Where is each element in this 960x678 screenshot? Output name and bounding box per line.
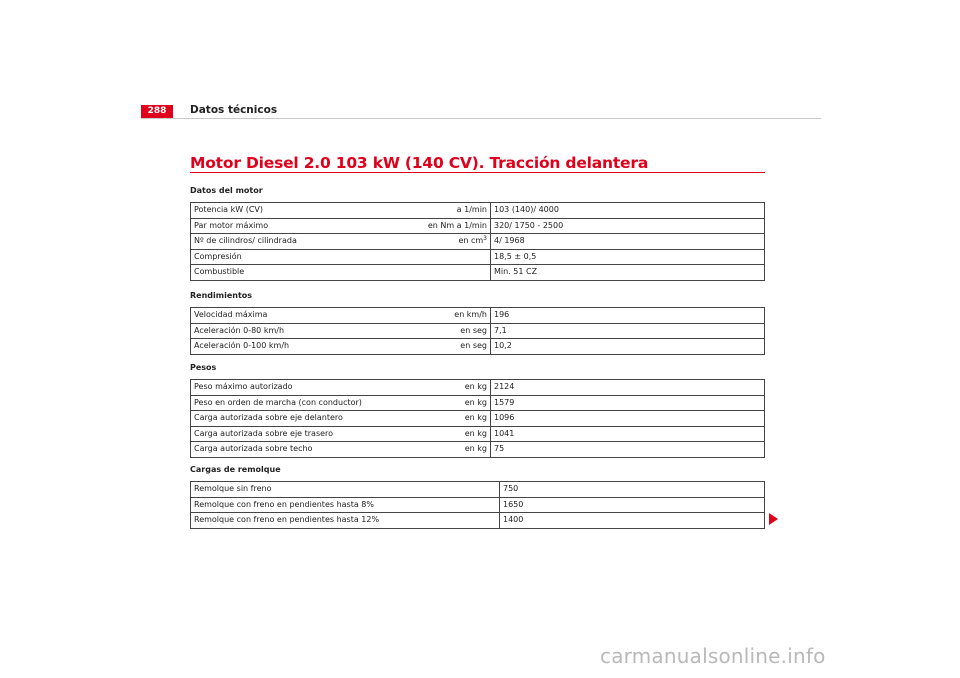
row-value: 1650: [500, 497, 765, 513]
row-label: Aceleración 0-80 km/h: [191, 323, 405, 339]
row-value: 750: [500, 482, 765, 498]
row-value: 10,2: [491, 339, 765, 355]
unit-superscript: 3: [483, 235, 487, 242]
row-label: Velocidad máxima: [191, 308, 405, 324]
engine-table: [190, 202, 765, 281]
row-label: Remolque con freno en pendientes hasta 8%: [191, 497, 500, 513]
row-value: 1579: [491, 395, 765, 411]
row-label: Nº de cilindros/ cilindrada: [191, 234, 405, 250]
row-label: Carga autorizada sobre eje trasero: [191, 426, 405, 442]
row-label: Par motor máximo: [191, 218, 405, 234]
table-row: [191, 308, 765, 324]
header-rule: [141, 118, 821, 119]
table-row: [191, 513, 765, 529]
row-value: 103 (140)/ 4000: [491, 203, 765, 219]
row-value: Min. 51 CZ: [491, 265, 765, 281]
row-value: 320/ 1750 - 2500: [491, 218, 765, 234]
row-value: 7,1: [491, 323, 765, 339]
row-unit: en kg: [404, 395, 491, 411]
section-heading-weights: Pesos: [190, 363, 217, 372]
next-page-arrow-icon: [769, 513, 778, 525]
row-unit: [404, 249, 491, 265]
row-value: 4/ 1968: [491, 234, 765, 250]
row-label: Combustible: [191, 265, 405, 281]
row-unit: en kg: [404, 411, 491, 427]
table-row: [191, 380, 765, 396]
table-row: [191, 265, 765, 281]
table-row: [191, 497, 765, 513]
row-unit: [404, 234, 491, 250]
row-label: Remolque sin freno: [191, 482, 500, 498]
row-label: Aceleración 0-100 km/h: [191, 339, 405, 355]
row-unit: en seg: [404, 339, 491, 355]
table-row: [191, 395, 765, 411]
row-value: 196: [491, 308, 765, 324]
row-label: Carga autorizada sobre techo: [191, 442, 405, 458]
performance-table: [190, 307, 765, 355]
row-value: 75: [491, 442, 765, 458]
row-value: 1400: [500, 513, 765, 529]
row-unit: en Nm a 1/min: [404, 218, 491, 234]
table-row: [191, 411, 765, 427]
row-unit: [404, 265, 491, 281]
row-unit: en kg: [404, 442, 491, 458]
row-label: Peso en orden de marcha (con conductor): [191, 395, 405, 411]
row-unit: en kg: [404, 380, 491, 396]
row-label: Potencia kW (CV): [191, 203, 405, 219]
running-header: Datos técnicos: [190, 104, 278, 116]
row-label: Carga autorizada sobre eje delantero: [191, 411, 405, 427]
table-row: [191, 426, 765, 442]
table-row: [191, 234, 765, 250]
watermark: carmanualsonline.info: [600, 644, 826, 668]
table-row: [191, 218, 765, 234]
table-row: [191, 249, 765, 265]
table-row: [191, 339, 765, 355]
row-value: 1096: [491, 411, 765, 427]
row-unit: a 1/min: [404, 203, 491, 219]
row-unit: en seg: [404, 323, 491, 339]
row-unit: en kg: [404, 426, 491, 442]
row-unit: en km/h: [404, 308, 491, 324]
page-number: 288: [141, 105, 173, 118]
table-row: [191, 323, 765, 339]
section-heading-towing: Cargas de remolque: [190, 465, 281, 474]
section-heading-engine: Datos del motor: [190, 186, 263, 195]
weights-table: [190, 379, 765, 458]
row-label: Peso máximo autorizado: [191, 380, 405, 396]
row-value: 1041: [491, 426, 765, 442]
row-label: Compresión: [191, 249, 405, 265]
towing-table: [190, 481, 765, 529]
table-row: [191, 442, 765, 458]
section-heading-performance: Rendimientos: [190, 291, 253, 300]
title-rule: [190, 172, 765, 173]
row-value: 2124: [491, 380, 765, 396]
unit-text: en cm: [458, 236, 484, 245]
table-row: [191, 203, 765, 219]
table-row: [191, 482, 765, 498]
row-value: 18,5 ± 0,5: [491, 249, 765, 265]
page-title: Motor Diesel 2.0 103 kW (140 CV). Tracción delantera: [190, 154, 649, 172]
row-label: Remolque con freno en pendientes hasta 12%: [191, 513, 500, 529]
